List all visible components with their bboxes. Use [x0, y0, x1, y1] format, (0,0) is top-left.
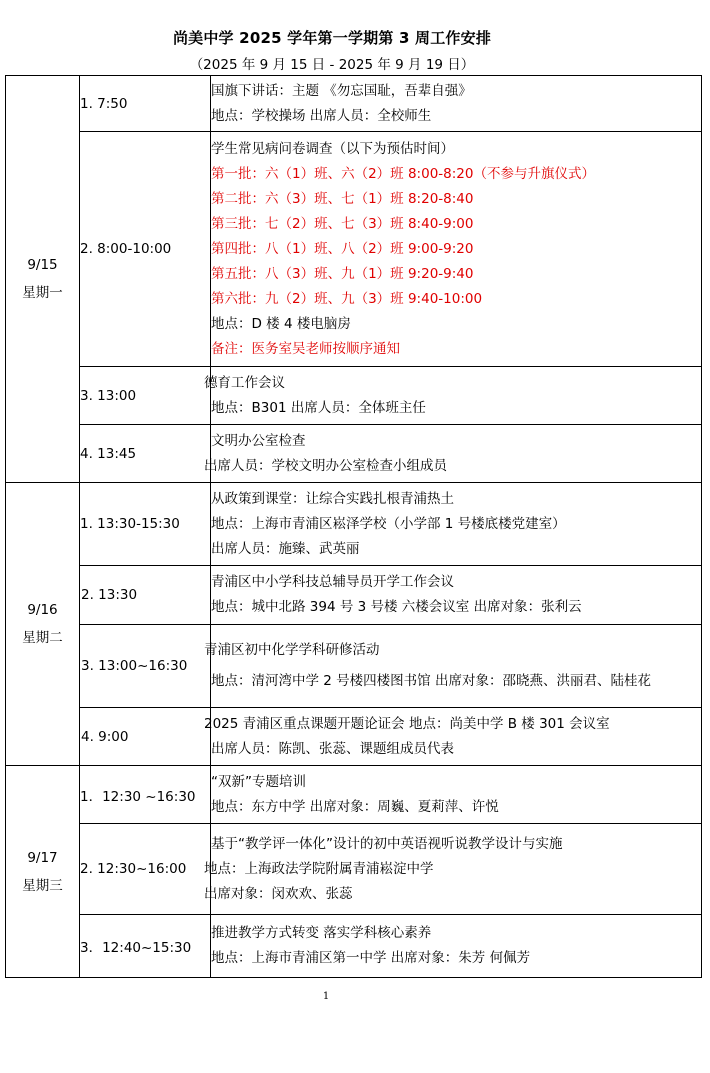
item-title: 2025 青浦区重点课题开题论证会 地点：尚美中学 B 楼 301 会议室: [204, 715, 610, 732]
content-cell: [204, 425, 702, 483]
item-title: 德育工作会议: [204, 374, 285, 391]
time-cell: 2. 8:00-10:00: [80, 132, 211, 367]
content-cell: [211, 566, 702, 625]
time-cell: 2. 12:30~16:00: [80, 824, 211, 915]
item-title: 青浦区中小学科技总辅导员开学工作会议: [211, 574, 454, 590]
batch-line: 第五批：八（3）班、九（1）班 9:20-9:40: [211, 265, 474, 282]
item-title: “双新”专题培训: [211, 773, 306, 790]
content-cell: [211, 915, 702, 978]
item-title: 基于“教学评一体化”设计的初中英语视听说教学设计与实施: [211, 835, 563, 852]
time-cell: 3. 13:00~16:30: [80, 625, 211, 708]
item-note: 备注：医务室吴老师按顺序通知: [211, 340, 400, 357]
item-detail: 出席人员：陈凯、张蕊、课题组成员代表: [211, 740, 454, 757]
item-title: 文明办公室检查: [211, 432, 306, 449]
item-detail: 地点：B301 出席人员：全体班主任: [211, 399, 426, 416]
batch-line: 第一批：六（1）班、六（2）班 8:00-8:20（不参与升旗仪式）: [211, 165, 595, 182]
content-cell: [204, 367, 702, 425]
table-row: [6, 566, 702, 625]
day-cell-mon: [6, 76, 80, 483]
table-row: [6, 625, 702, 708]
day-date: 9/15: [27, 257, 58, 273]
day-weekday: 星期二: [22, 630, 63, 646]
day-date: 9/16: [27, 602, 58, 618]
batch-line: 第二批：六（3）班、七（1）班 8:20-8:40: [211, 190, 474, 207]
page-title: 尚美中学 2025 学年第一学期第 3 周工作安排: [172, 29, 492, 47]
batch-line: 第三批：七（2）班、七（3）班 8:40-9:00: [211, 215, 474, 232]
time-cell: 4. 13:45: [80, 425, 211, 483]
item-title: 青浦区初中化学学科研修活动: [204, 642, 380, 658]
item-detail: 地点：学校操场 出席人员：全校师生: [211, 107, 432, 124]
item-detail: 地点：上海市青浦区第一中学 出席对象：朱芳 何佩芳: [211, 950, 531, 966]
page-number: 1: [322, 991, 330, 1002]
batch-line: 第四批：八（1）班、八（2）班 9:00-9:20: [211, 240, 474, 257]
item-detail: 地点：上海政法学院附属青浦崧淀中学: [204, 860, 434, 877]
table-row: [6, 766, 702, 824]
item-detail: 地点：城中北路 394 号 3 号楼 六楼会议室 出席对象：张利云: [211, 599, 582, 615]
batch-line: 第六批：九（2）班、九（3）班 9:40-10:00: [211, 290, 483, 307]
item-detail: 地点：东方中学 出席对象：周巍、夏莉萍、许悦: [211, 798, 499, 815]
day-cell-wed: [6, 766, 80, 978]
content-cell: [211, 483, 702, 566]
item-title: 从政策到课堂：让综合实践扎根青浦热土: [211, 490, 454, 507]
day-weekday: 星期三: [22, 877, 63, 894]
table-row: [6, 483, 702, 566]
item-title: 学生常见病问卷调查（以下为预估时间）: [211, 140, 454, 157]
content-cell: [211, 132, 702, 367]
content-cell: [204, 625, 702, 708]
content-cell: [204, 824, 702, 915]
table-row: [6, 76, 702, 132]
item-title: 推进教学方式转变 落实学科核心素养: [211, 925, 432, 941]
time-cell: 3．12:40~15:30: [80, 915, 211, 978]
time-cell: 1．12:30 ~16:30: [80, 766, 211, 824]
time-cell: 1. 13:30-15:30: [80, 483, 211, 566]
day-date: 9/17: [27, 849, 58, 866]
item-detail: 地点：上海市青浦区崧泽学校（小学部 1 号楼底楼党建室）: [211, 515, 566, 532]
content-cell: [211, 766, 702, 824]
time-cell: 4. 9:00: [80, 708, 211, 766]
date-range: （2025 年 9 月 15 日 - 2025 年 9 月 19 日）: [189, 57, 475, 73]
table-row: [6, 708, 702, 766]
day-cell-tue: [6, 483, 80, 766]
item-detail: 地点：D 楼 4 楼电脑房: [211, 315, 351, 332]
schedule-table: [5, 75, 702, 978]
table-row: [6, 915, 702, 978]
item-detail: 出席对象：闵欢欢、张蕊: [204, 885, 353, 902]
item-detail: 地点：清河湾中学 2 号楼四楼图书馆 出席对象：邵晓燕、洪丽君、陆桂花: [211, 673, 651, 689]
time-cell: 1. 7:50: [80, 76, 211, 132]
table-row: [6, 824, 702, 915]
item-detail: 出席人员：施臻、武英丽: [211, 540, 360, 557]
content-cell: [211, 76, 702, 132]
table-row: [6, 132, 702, 367]
item-title: 国旗下讲话：主题 《勿忘国耻，吾辈自强》: [211, 82, 472, 99]
time-cell: 3. 13:00: [80, 367, 211, 425]
content-cell: [204, 708, 702, 766]
item-detail: 出席人员：学校文明办公室检查小组成员: [204, 457, 447, 474]
day-weekday: 星期一: [22, 285, 63, 301]
table-row: [6, 425, 702, 483]
time-cell: 2. 13:30: [80, 566, 211, 625]
table-row: [6, 367, 702, 425]
